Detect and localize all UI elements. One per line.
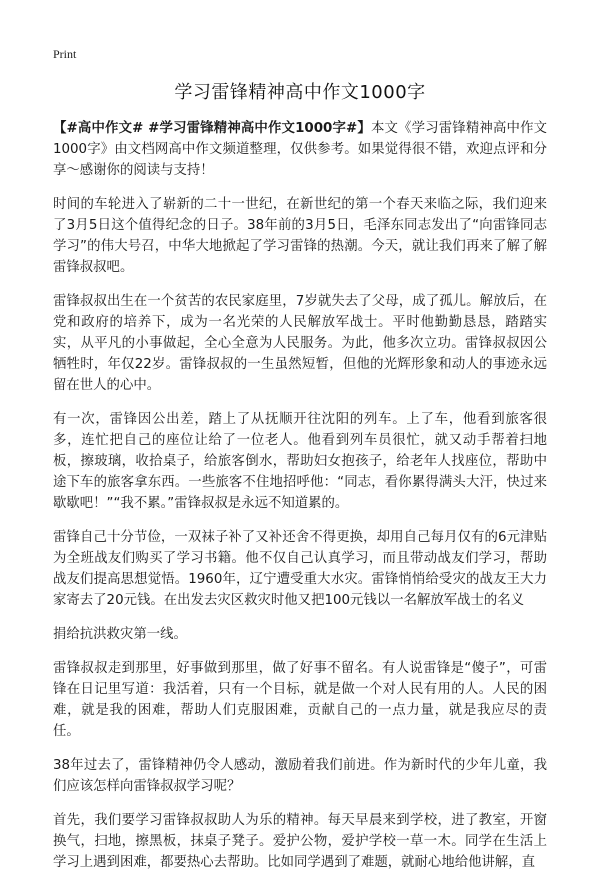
paragraph: 捐给抗洪救灾第一线。 bbox=[53, 627, 187, 642]
intro-text: 本文《学习雷锋精神高中作文1000字》由文档网高中作文频道整理，仅供参考。如果觉得很不错，欢迎点评和分享～感谢你的阅读与支持！ bbox=[53, 121, 548, 178]
paragraph: 雷锋自己十分节俭，一双袜子补了又补还舍不得更换，却用自己每月仅有的6元津贴为全班战友们购买了学习书籍。他不仅自己认真学习，而且带动战友们学习，帮助战友们提高思想觉悟。1960年，辽宁遭受重大水灾。雷锋悄悄给受灾的战友王大力家寄去了20元钱。在出发去灾区救灾时他又把100元钱以一名解放军战士的名义 bbox=[53, 530, 547, 608]
page-title: 学习雷锋精神高中作文1000字 bbox=[174, 82, 426, 103]
paragraph: 有一次，雷锋因公出差，踏上了从抚顺开往沈阳的列车。上了车，他看到旅客很多，连忙把自己的座位让给了一位老人。他看到列车员很忙，就又动手帮着扫地板，擦玻璃，收拾桌子，给旅客倒水，帮助妇女抱孩子，给老年人找座位，帮助中途下车的旅客拿东西。一些旅客不住地招呼他：“同志，看你累得满头大汗，快过来歇歇吧！”“我不累。”雷锋叔叔是永远不知道累的。 bbox=[53, 412, 547, 511]
intro-tags: 【#高中作文# #学习雷锋精神高中作文1000字#】 bbox=[53, 121, 371, 136]
paragraph: 雷锋叔叔走到那里，好事做到那里，做了好事不留名。有人说雷锋是“傻子”，可雷锋在日记里写道：我活着，只有一个目标，就是做一个对人民有用的人。人民的困难，就是我的困难，帮助人们克服困难，贡献自己的一点力量，就是我应尽的责任。 bbox=[53, 661, 547, 739]
intro-paragraph bbox=[53, 118, 547, 181]
paragraph: 首先，我们要学习雷锋叔叔助人为乐的精神。每天早晨来到学校，进了教室，开窗换气，扫地，擦黑板，抹桌子凳子。爱护公物，爱护学校一草一木。同学在生活上学习上遇到困难，都要热心去帮助。比如同学遇到了难题，就耐心地给他讲解，直 bbox=[53, 813, 547, 870]
paragraph: 38年过去了，雷锋精神仍令人感动，激励着我们前进。作为新时代的少年儿童，我们应该怎样向雷锋叔叔学习呢？ bbox=[53, 758, 547, 794]
article-body bbox=[53, 118, 547, 886]
print-label: Print bbox=[53, 47, 77, 61]
paragraph: 时间的车轮进入了崭新的二十一世纪，在新世纪的第一个春天来临之际，我们迎来了3月5日这个值得纪念的日子。38年前的3月5日，毛泽东同志发出了“向雷锋同志学习”的伟大号召，中华大地掀起了学习雷锋的热潮。今天，就让我们再来了解了解雷锋叔叔吧。 bbox=[53, 197, 547, 275]
paragraph: 雷锋叔叔出生在一个贫苦的农民家庭里，7岁就失去了父母，成了孤儿。解放后，在党和政府的培养下，成为一名光荣的人民解放军战士。平时他勤勤恳恳，踏踏实实，从平凡的小事做起，全心全意为人民服务。为此，他多次立功。雷锋叔叔因公牺牲时，年仅22岁。雷锋叔叔的一生虽然短暂，但他的光辉形象和动人的事迹永远留在世人的心中。 bbox=[53, 294, 547, 393]
